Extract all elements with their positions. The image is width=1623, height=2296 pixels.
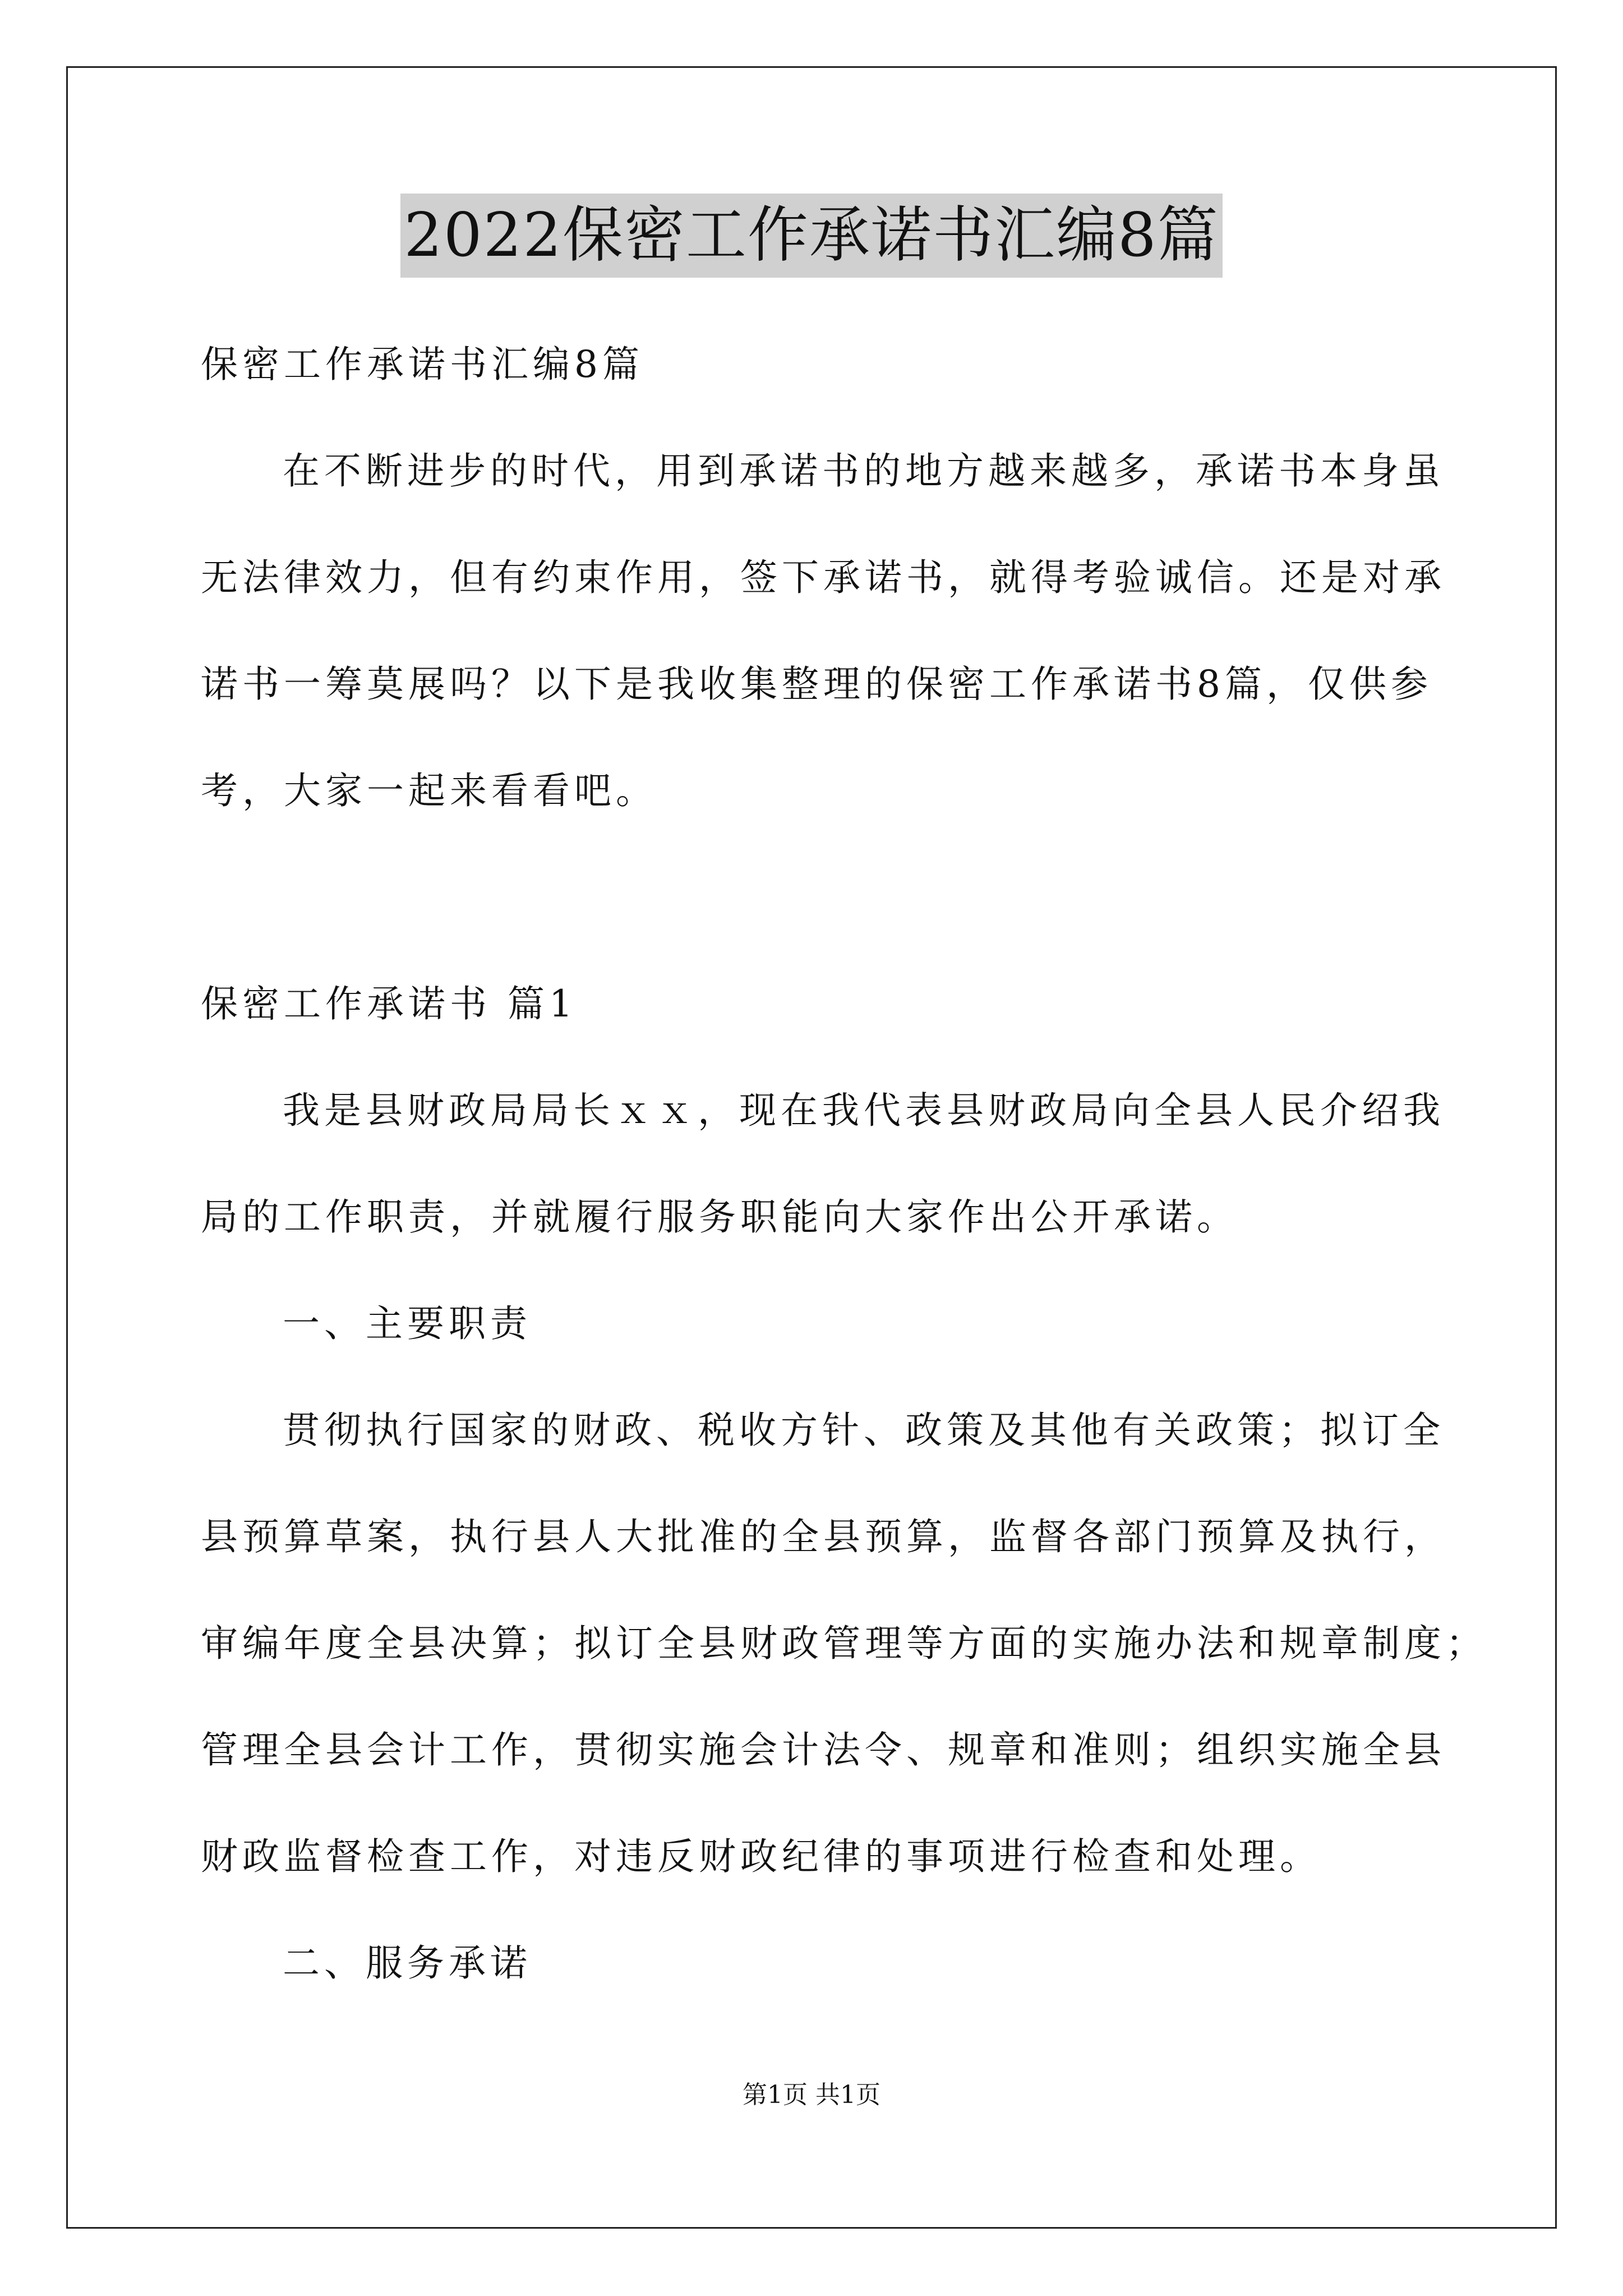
item1-line: 审编年度全县决算；拟订全县财政管理等方面的实施办法和规章制度； — [201, 1622, 1487, 1665]
intro-line: 无法律效力，但有约束作用，签下承诺书，就得考验诚信。还是对承 — [201, 556, 1446, 599]
item1-line: 财政监督检查工作，对违反财政纪律的事项进行检查和处理。 — [201, 1835, 1321, 1878]
title-container — [0, 194, 1623, 278]
page-footer: 第1页 共1页 — [743, 2081, 880, 2109]
intro-line: 诺书一筹莫展吗？以下是我收集整理的保密工作承诺书8篇，仅供参 — [201, 662, 1432, 706]
intro-line: 在不断进步的时代，用到承诺书的地方越来越多，承诺书本身虽 — [283, 449, 1445, 493]
document-subtitle: 保密工作承诺书汇编8篇 — [201, 343, 644, 386]
item1-line: 贯彻执行国家的财政、税收方针、政策及其他有关政策；拟订全 — [283, 1409, 1445, 1452]
item1-line: 县预算草案，执行县人大批准的全县预算，监督各部门预算及执行， — [201, 1515, 1446, 1558]
section-heading: 保密工作承诺书 篇1 — [201, 982, 577, 1025]
item1-heading: 一、主要职责 — [283, 1302, 532, 1345]
section-intro-line: 局的工作职责，并就履行服务职能向大家作出公开承诺。 — [201, 1195, 1238, 1239]
intro-line: 考，大家一起来看看吧。 — [201, 769, 657, 812]
section-intro-line: 我是县财政局局长ｘｘ，现在我代表县财政局向全县人民介绍我 — [283, 1089, 1445, 1132]
item1-line: 管理全县会计工作，贯彻实施会计法令、规章和准则；组织实施全县 — [201, 1728, 1446, 1772]
item2-heading: 二、服务承诺 — [283, 1941, 532, 1985]
paragraph-spacer — [201, 844, 1435, 951]
document-body — [201, 311, 1487, 2017]
document-title: 2022保密工作承诺书汇编8篇 — [400, 194, 1223, 278]
